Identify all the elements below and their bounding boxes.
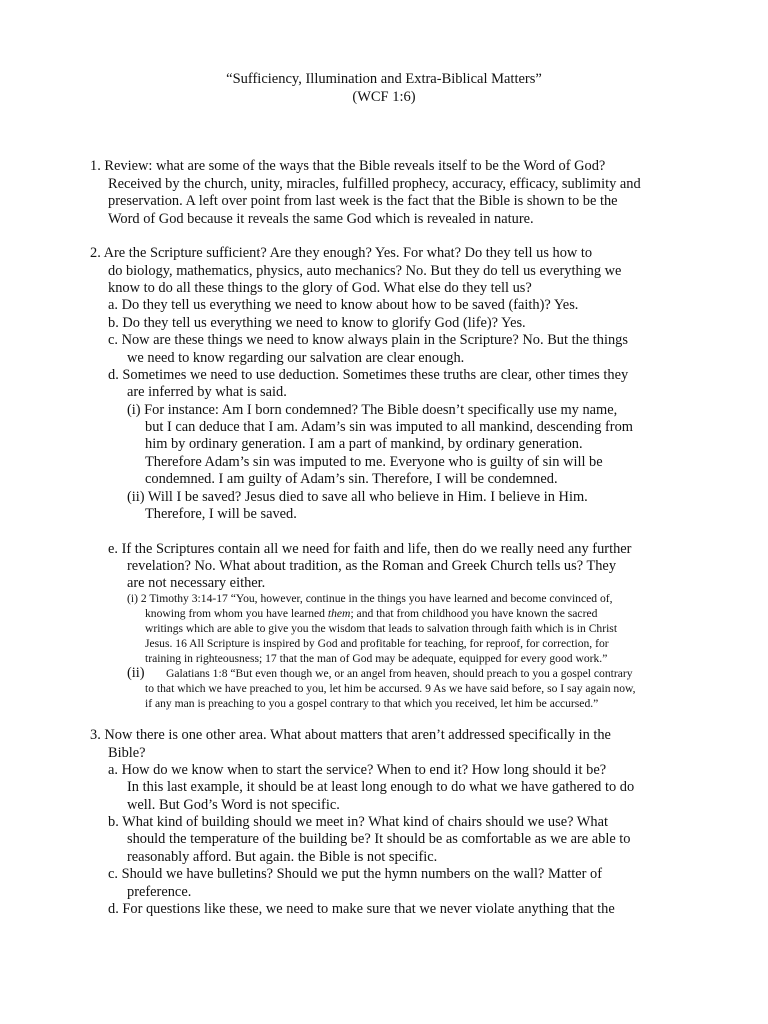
paragraph-line: 1. Review: what are some of the ways that the Bible reveals itself to be the Word of God? xyxy=(90,158,606,174)
paragraph-line: we need to know regarding our salvation are clear enough. xyxy=(127,350,465,366)
scripture-quote-line: Galatians 1:8 “But even though we, or an angel from heaven, should preach to you a gospel contrary xyxy=(166,667,633,680)
paragraph-line: are inferred by what is said. xyxy=(127,384,287,400)
paragraph-line: condemned. I am guilty of Adam’s sin. Therefore, I will be condemned. xyxy=(145,471,558,487)
paragraph-line: 2. Are the Scripture sufficient? Are they enough? Yes. For what? Do they tell us how to xyxy=(90,245,593,261)
paragraph-line: know to do all these things to the glory of God. What else do they tell us? xyxy=(108,280,532,296)
paragraph-line: him by ordinary generation. I am a part of mankind, by ordinary generation. xyxy=(145,436,583,452)
paragraph-line: are not necessary either. xyxy=(127,575,266,591)
scripture-quote-line: if any man is preaching to you a gospel contrary to that which you received, let him be accursed.” xyxy=(145,697,599,710)
list-item: c. Should we have bulletins? Should we put the hymn numbers on the wall? Matter of xyxy=(108,866,602,882)
paragraph-line: Bible? xyxy=(108,745,146,761)
paragraph-line: reasonably afford. But again. the Bible is not specific. xyxy=(127,849,438,865)
sub-list-item: (i) For instance: Am I born condemned? The Bible doesn’t specifically use my name, xyxy=(127,402,618,418)
paragraph-line: preservation. A left over point from last week is the fact that the Bible is shown to be the xyxy=(108,193,618,209)
paragraph-line: 3. Now there is one other area. What about matters that aren’t addressed specifically in the xyxy=(90,727,611,743)
paragraph-line: do biology, mathematics, physics, auto mechanics? No. But they do tell us everything we xyxy=(108,263,622,279)
scripture-quote-line: (i) 2 Timothy 3:14-17 “You, however, continue in the things you have learned and become convinced of, xyxy=(127,592,613,605)
list-item: d. Sometimes we need to use deduction. Sometimes these truths are clear, other times they xyxy=(108,367,629,383)
paragraph-line: revelation? No. What about tradition, as the Roman and Greek Church tells us? They xyxy=(127,558,617,574)
sub-list-item: (ii) Will I be saved? Jesus died to save all who believe in Him. I believe in Him. xyxy=(127,489,588,505)
paragraph-line: Received by the church, unity, miracles, fulfilled prophecy, accuracy, efficacy, sublimity and xyxy=(108,176,641,192)
paragraph-line: Word of God because it reveals the same God which is revealed in nature. xyxy=(108,211,534,227)
list-item: d. For questions like these, we need to make sure that we never violate anything that the xyxy=(108,901,615,917)
paragraph-line: In this last example, it should be at least long enough to do what we have gathered to do xyxy=(127,779,635,795)
list-item: e. If the Scriptures contain all we need for faith and life, then do we really need any further xyxy=(108,541,632,557)
scripture-quote-line: training in righteousness; 17 that the man of God may be adequate, equipped for every good work.” xyxy=(145,652,608,665)
list-item: b. Do they tell us everything we need to know to glorify God (life)? Yes. xyxy=(108,315,526,331)
list-item: b. What kind of building should we meet in? What kind of chairs should we use? What xyxy=(108,814,608,830)
paragraph-line: preference. xyxy=(127,884,192,900)
list-item: c. Now are these things we need to know always plain in the Scripture? No. But the things xyxy=(108,332,628,348)
scripture-quote-line: knowing from whom you have learned them; and that from childhood you have known the sacred xyxy=(145,607,598,620)
paragraph-line: should the temperature of the building be? It should be as comfortable as we are able to xyxy=(127,831,631,847)
document-subtitle: (WCF 1:6) xyxy=(352,89,416,105)
paragraph-line: Therefore, I will be saved. xyxy=(145,506,297,522)
sub-list-label: (ii) xyxy=(127,665,145,681)
paragraph-line: Therefore Adam’s sin was imputed to me. Everyone who is guilty of sin will be xyxy=(145,454,603,470)
scripture-quote-line: writings which are able to give you the wisdom that leads to salvation through faith which is in Christ xyxy=(145,622,618,635)
paragraph-line: well. But God’s Word is not specific. xyxy=(127,797,340,813)
scripture-quote-line: Jesus. 16 All Scripture is inspired by God and profitable for teaching, for reproof, for correction, for xyxy=(145,637,609,650)
list-item: a. How do we know when to start the service? When to end it? How long should it be? xyxy=(108,762,607,778)
scripture-quote-line: to that which we have preached to you, let him be accursed. 9 As we have said before, so I say again now, xyxy=(145,682,636,695)
paragraph-line: but I can deduce that I am. Adam’s sin was imputed to all mankind, descending from xyxy=(145,419,633,435)
list-item: a. Do they tell us everything we need to know about how to be saved (faith)? Yes. xyxy=(108,297,579,313)
document-title: “Sufficiency, Illumination and Extra-Biblical Matters” xyxy=(226,71,542,87)
